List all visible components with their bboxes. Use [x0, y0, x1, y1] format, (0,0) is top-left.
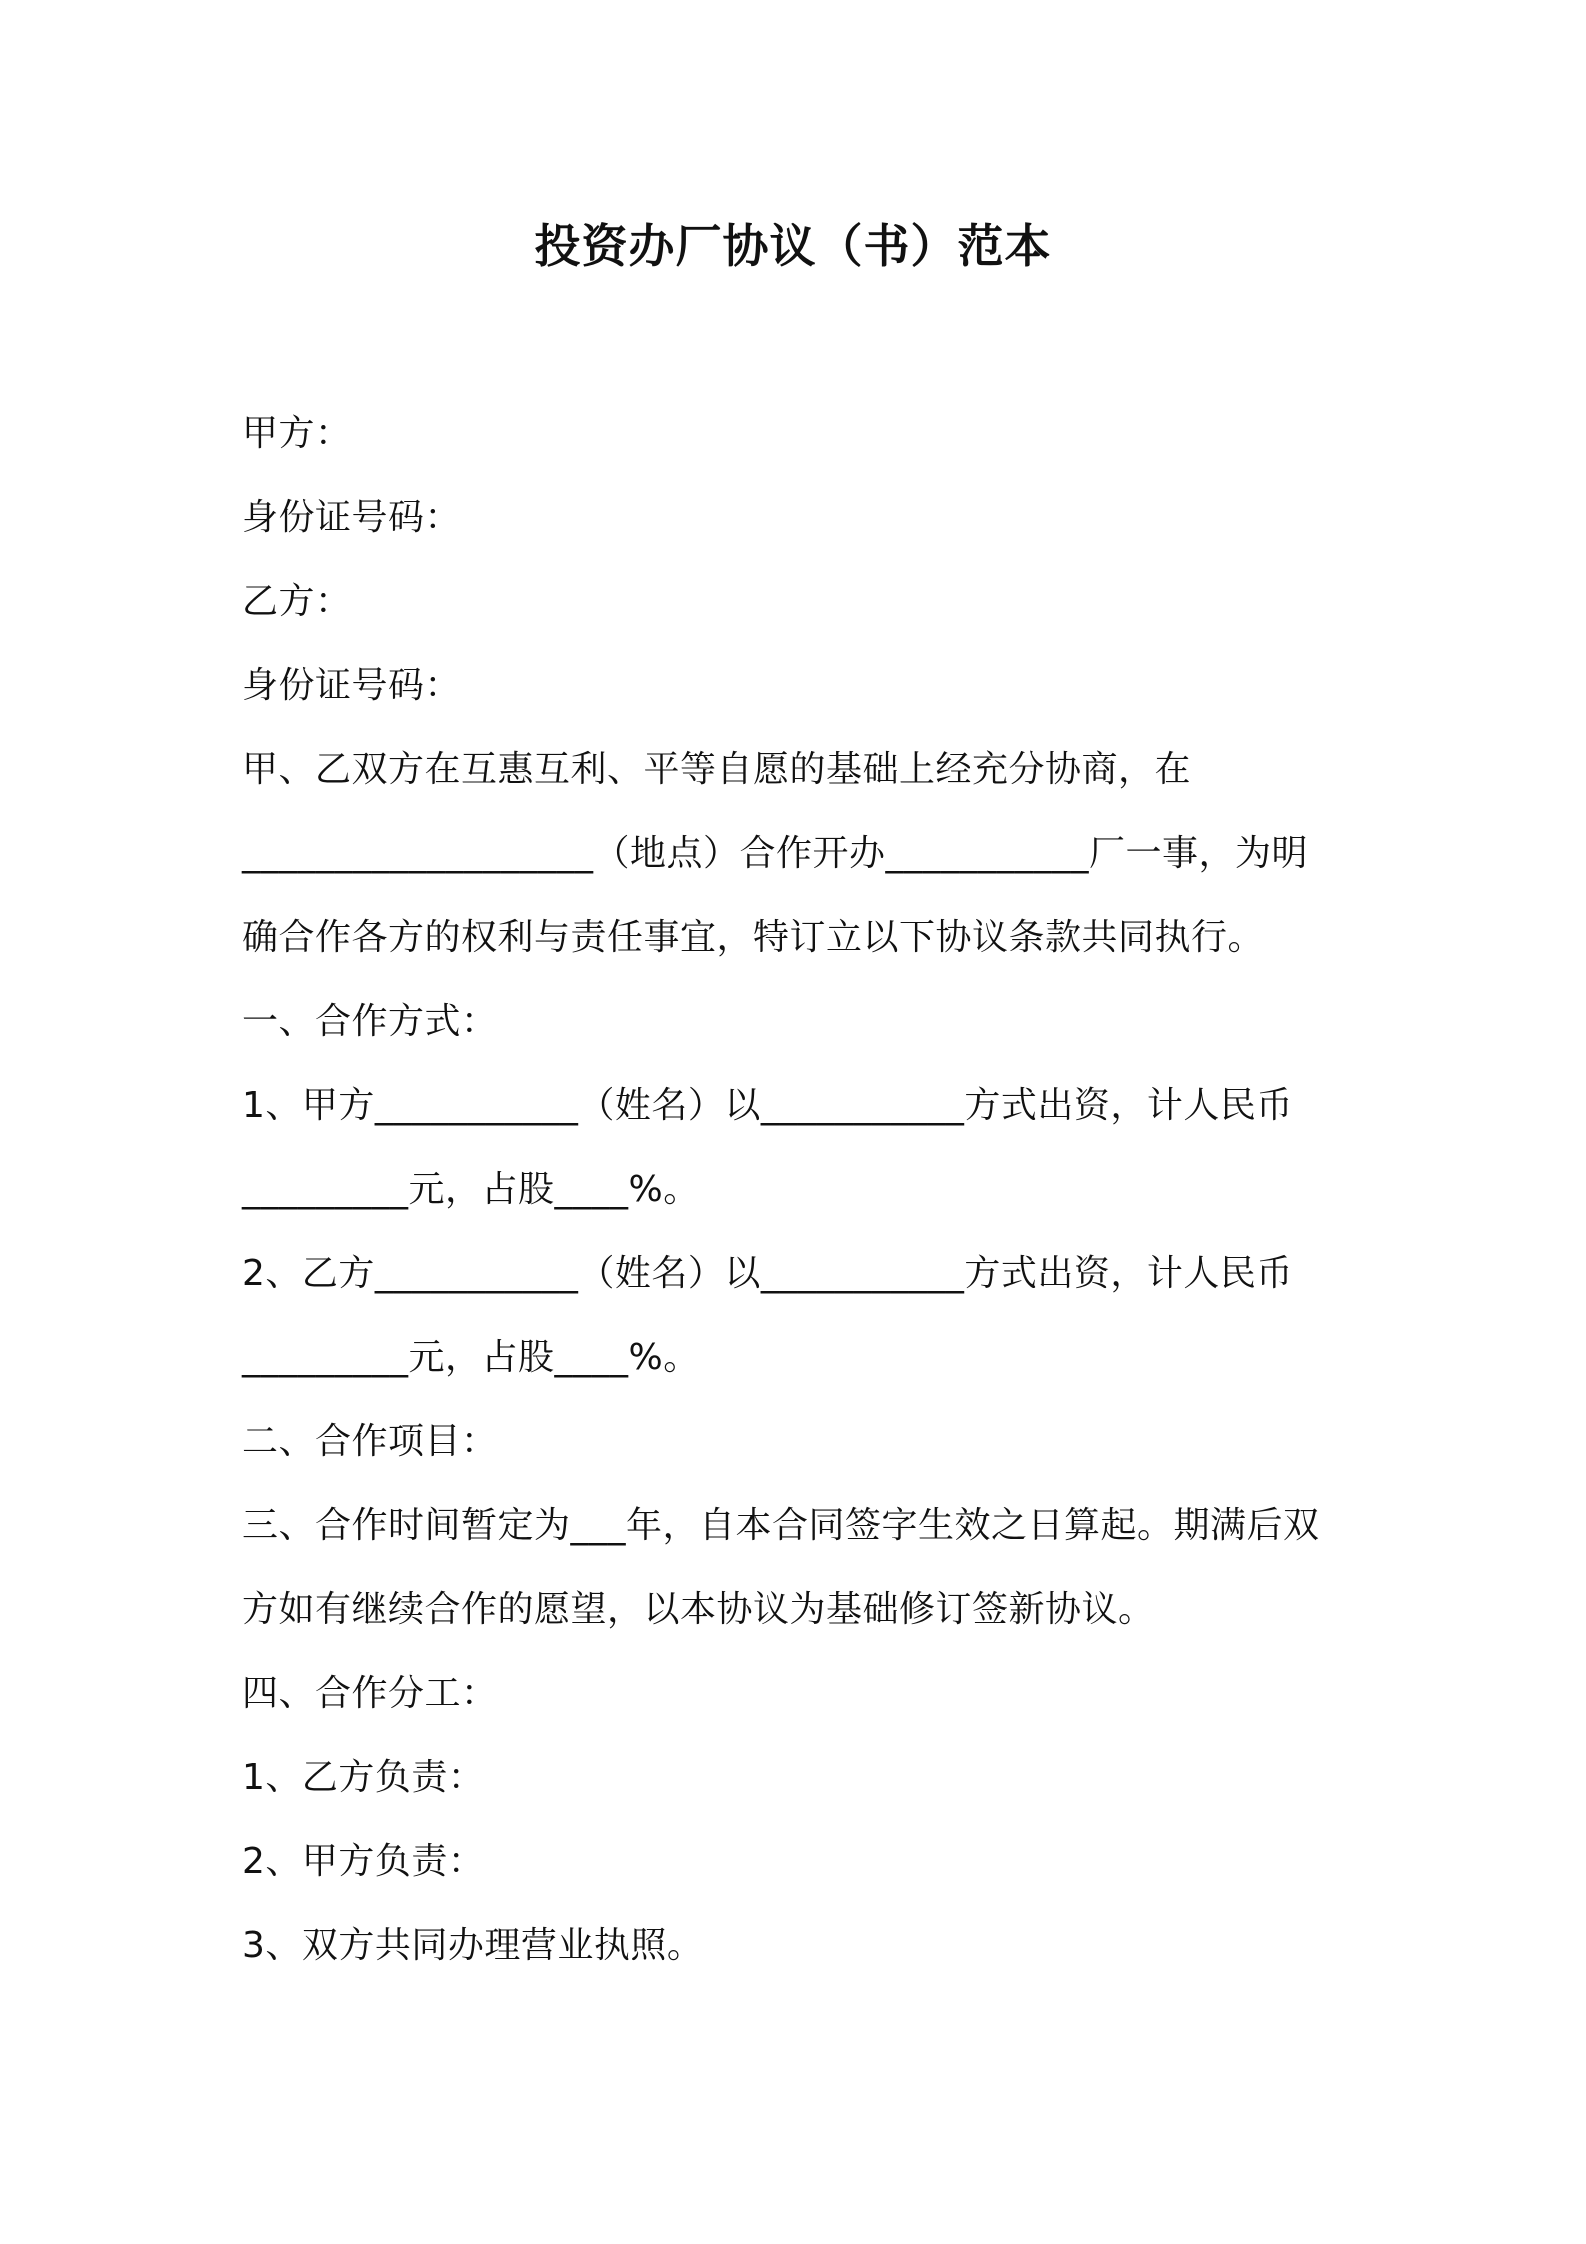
party-a-line: 甲方：	[242, 413, 352, 454]
section-3-line-1: 三、合作时间暂定为___年，自本合同签字生效之日算起。期满后双	[242, 1505, 1320, 1546]
clause-4-1: 1、乙方负责：	[242, 1757, 485, 1798]
section-3-line-2: 方如有继续合作的愿望，以本协议为基础修订签新协议。	[242, 1589, 1155, 1630]
clause-1-1-line-2: _________元，占股____%。	[242, 1169, 700, 1210]
clause-1-2-line-1: 2、乙方___________（姓名）以___________方式出资，计人民币	[242, 1253, 1293, 1294]
preamble-line-2: ___________________（地点）合作开办___________厂一事，为明	[242, 833, 1309, 874]
section-2-heading: 二、合作项目：	[242, 1421, 498, 1462]
section-4-heading: 四、合作分工：	[242, 1673, 498, 1714]
clause-1-1-line-1: 1、甲方___________（姓名）以___________方式出资，计人民币	[242, 1085, 1293, 1126]
party-a-id-line: 身份证号码：	[242, 497, 462, 538]
clause-1-2-line-2: _________元，占股____%。	[242, 1337, 700, 1378]
party-b-line: 乙方：	[242, 581, 352, 622]
clause-4-3: 3、双方共同办理营业执照。	[242, 1925, 704, 1966]
document-title: 投资办厂协议（书）范本	[534, 219, 1052, 273]
preamble-line-3: 确合作各方的权利与责任事宜，特订立以下协议条款共同执行。	[242, 917, 1265, 958]
section-1-heading: 一、合作方式：	[242, 1001, 498, 1042]
party-b-id-line: 身份证号码：	[242, 665, 462, 706]
clause-4-2: 2、甲方负责：	[242, 1841, 485, 1882]
preamble-line-1: 甲、乙双方在互惠互利、平等自愿的基础上经充分协商，在	[242, 749, 1192, 790]
